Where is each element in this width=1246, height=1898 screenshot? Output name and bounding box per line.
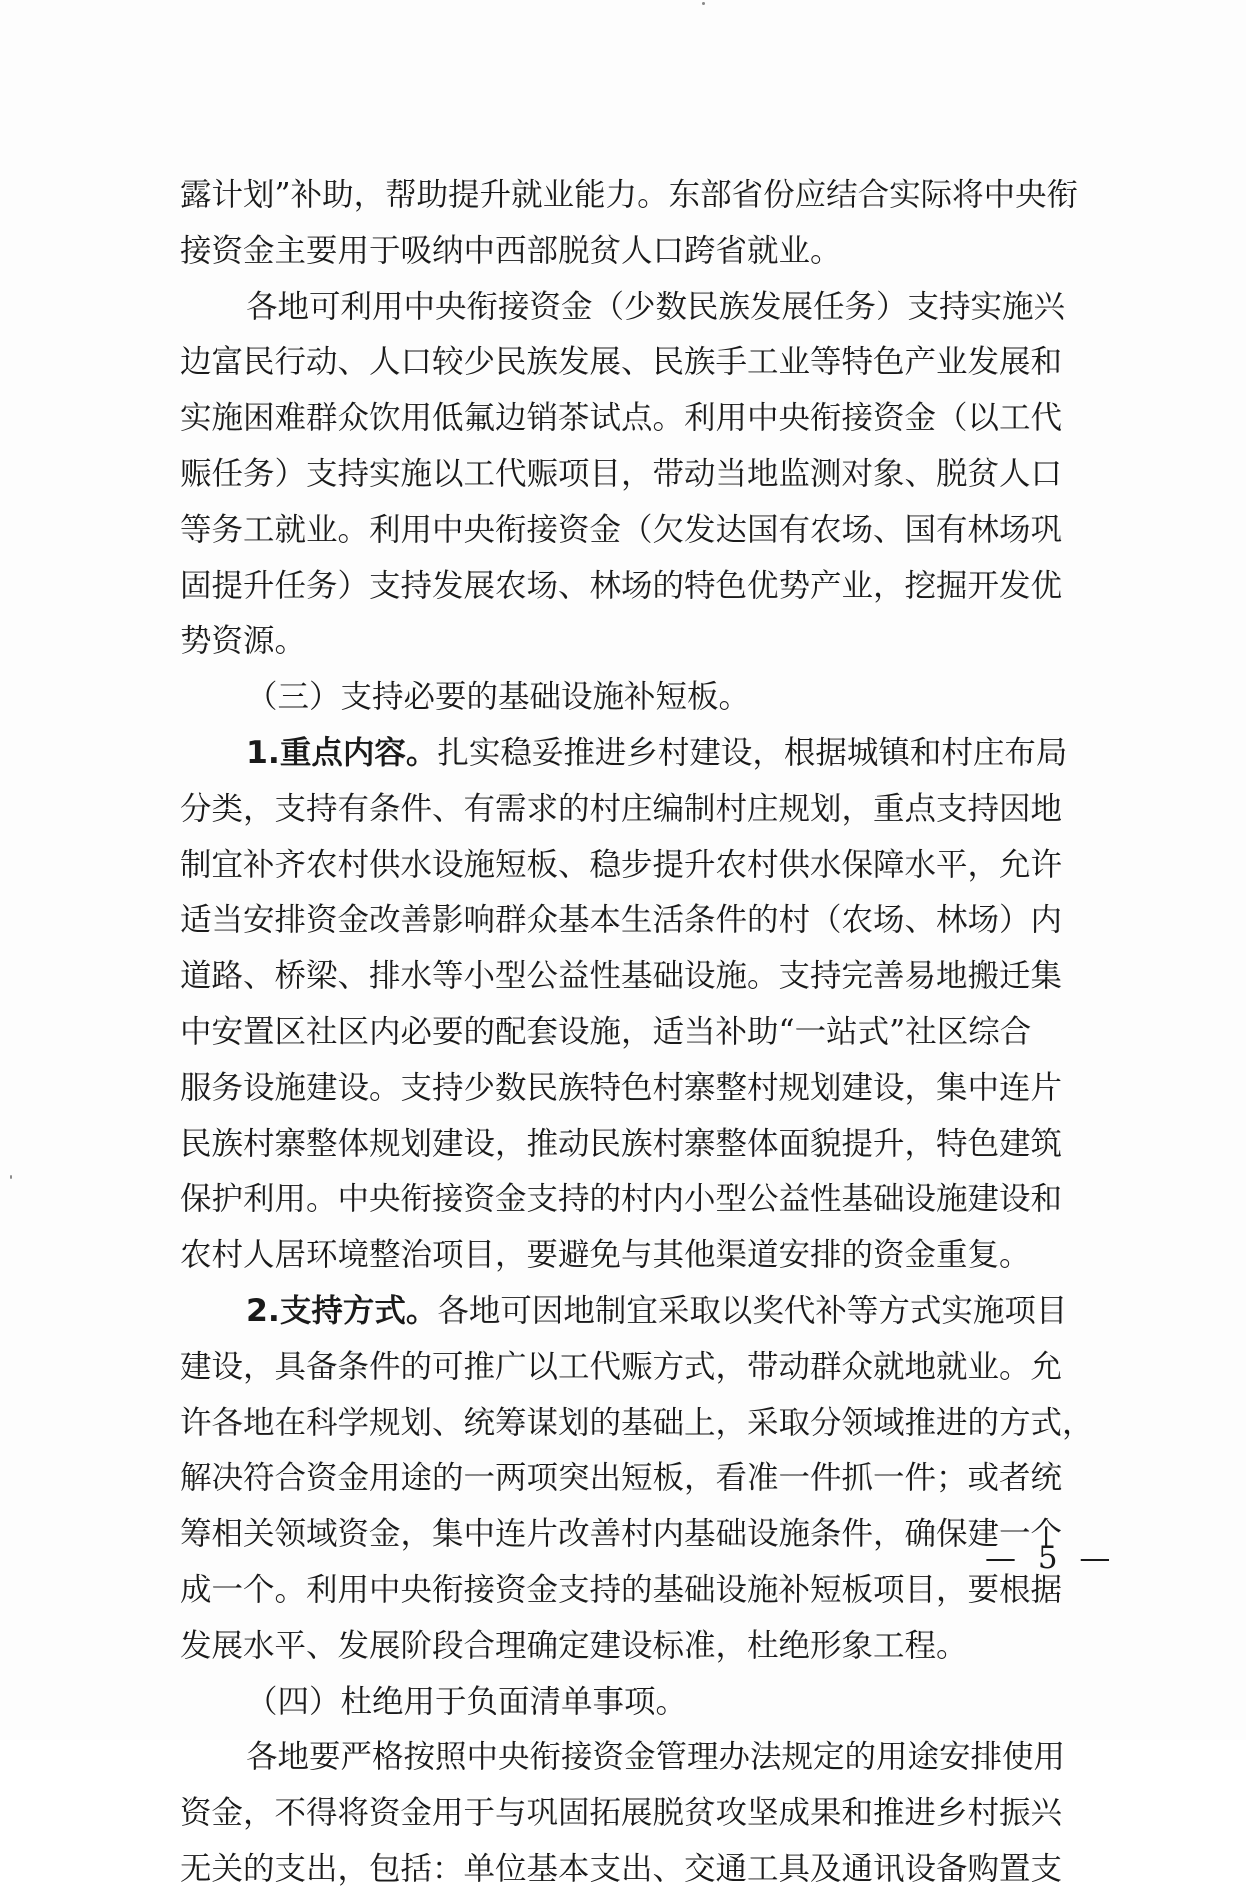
text-line: 边富民行动、人口较少民族发展、民族手工业等特色产业发展和 xyxy=(180,344,1063,381)
text-line: 中安置区社区内必要的配套设施，适当补助“一站式”社区综合 xyxy=(180,1013,1032,1050)
paragraph-start: 各地要严格按照中央衔接资金管理办法规定的用途安排使用 xyxy=(246,1739,1066,1776)
section-heading: （三）支持必要的基础设施补短板。 xyxy=(246,679,751,716)
document-body xyxy=(180,168,1118,1898)
text-line: 势资源。 xyxy=(180,623,307,660)
text-line: 发展水平、发展阶段合理确定建设标准，杜绝形象工程。 xyxy=(180,1627,968,1664)
text-line: 固提升任务）支持发展农场、林场的特色优势产业，挖掘开发优 xyxy=(180,567,1063,604)
text-line: 民族村寨整体规划建设，推动民族村寨整体面貌提升，特色建筑 xyxy=(180,1125,1063,1162)
text-line: 等务工就业。利用中央衔接资金（欠发达国有农场、国有林场巩 xyxy=(180,511,1063,548)
text-line: 无关的支出，包括：单位基本支出、交通工具及通讯设备购置支 xyxy=(180,1850,1063,1887)
text-line: 实施困难群众饮用低氟边销茶试点。利用中央衔接资金（以工代 xyxy=(180,400,1063,437)
text-line: 解决符合资金用途的一两项突出短板，看准一件抓一件；或者统 xyxy=(180,1460,1063,1497)
text-line: 分类，支持有条件、有需求的村庄编制村庄规划，重点支持因地 xyxy=(180,790,1063,827)
text-line: 建设，具备条件的可推广以工代赈方式，带动群众就地就业。允 xyxy=(180,1348,1063,1385)
text-line: 制宜补齐农村供水设施短板、稳步提升农村供水保障水平，允许 xyxy=(180,846,1063,883)
text-line: 适当安排资金改善影响群众基本生活条件的村（农场、林场）内 xyxy=(180,902,1063,939)
text-run: 扎实稳妥推进乡村建设，根据城镇和村庄布局 xyxy=(437,734,1068,771)
text-line: 道路、桥梁、排水等小型公益性基础设施。支持完善易地搬迁集 xyxy=(180,958,1063,995)
text-line: 农村人居环境整治项目，要避免与其他渠道安排的资金重复。 xyxy=(180,1237,1031,1274)
paragraph-start: 各地可利用中央衔接资金（少数民族发展任务）支持实施兴 xyxy=(246,288,1066,325)
paragraph-start xyxy=(180,726,1118,782)
text-line: 筹相关领域资金，集中连片改善村内基础设施条件，确保建一个 xyxy=(180,1516,1063,1553)
paragraph-start xyxy=(180,1284,1118,1340)
text-line: 接资金主要用于吸纳中西部脱贫人口跨省就业。 xyxy=(180,232,842,269)
text-line: 资金，不得将资金用于与巩固拓展脱贫攻坚成果和推进乡村振兴 xyxy=(180,1795,1063,1832)
scan-speck xyxy=(10,1175,12,1179)
page-number: — 5 — xyxy=(985,1540,1117,1576)
text-line: 成一个。利用中央衔接资金支持的基础设施补短板项目，要根据 xyxy=(180,1571,1063,1608)
section-heading: （四）杜绝用于负面清单事项。 xyxy=(246,1683,688,1720)
text-line: 许各地在科学规划、统筹谋划的基础上，采取分领域推进的方式， xyxy=(180,1404,1094,1441)
scan-speck xyxy=(702,2,705,5)
subheading-key-content: 1.重点内容。 xyxy=(246,734,438,771)
text-line: 保护利用。中央衔接资金支持的村内小型公益性基础设施建设和 xyxy=(180,1181,1063,1218)
text-line: 服务设施建设。支持少数民族特色村寨整村规划建设，集中连片 xyxy=(180,1069,1063,1106)
text-run: 各地可因地制宜采取以奖代补等方式实施项目 xyxy=(437,1292,1068,1329)
subheading-support-method: 2.支持方式。 xyxy=(246,1292,438,1329)
text-line: 露计划”补助，帮助提升就业能力。东部省份应结合实际将中央衔 xyxy=(180,177,1079,213)
text-line: 赈任务）支持实施以工代赈项目，带动当地监测对象、脱贫人口 xyxy=(180,455,1063,492)
